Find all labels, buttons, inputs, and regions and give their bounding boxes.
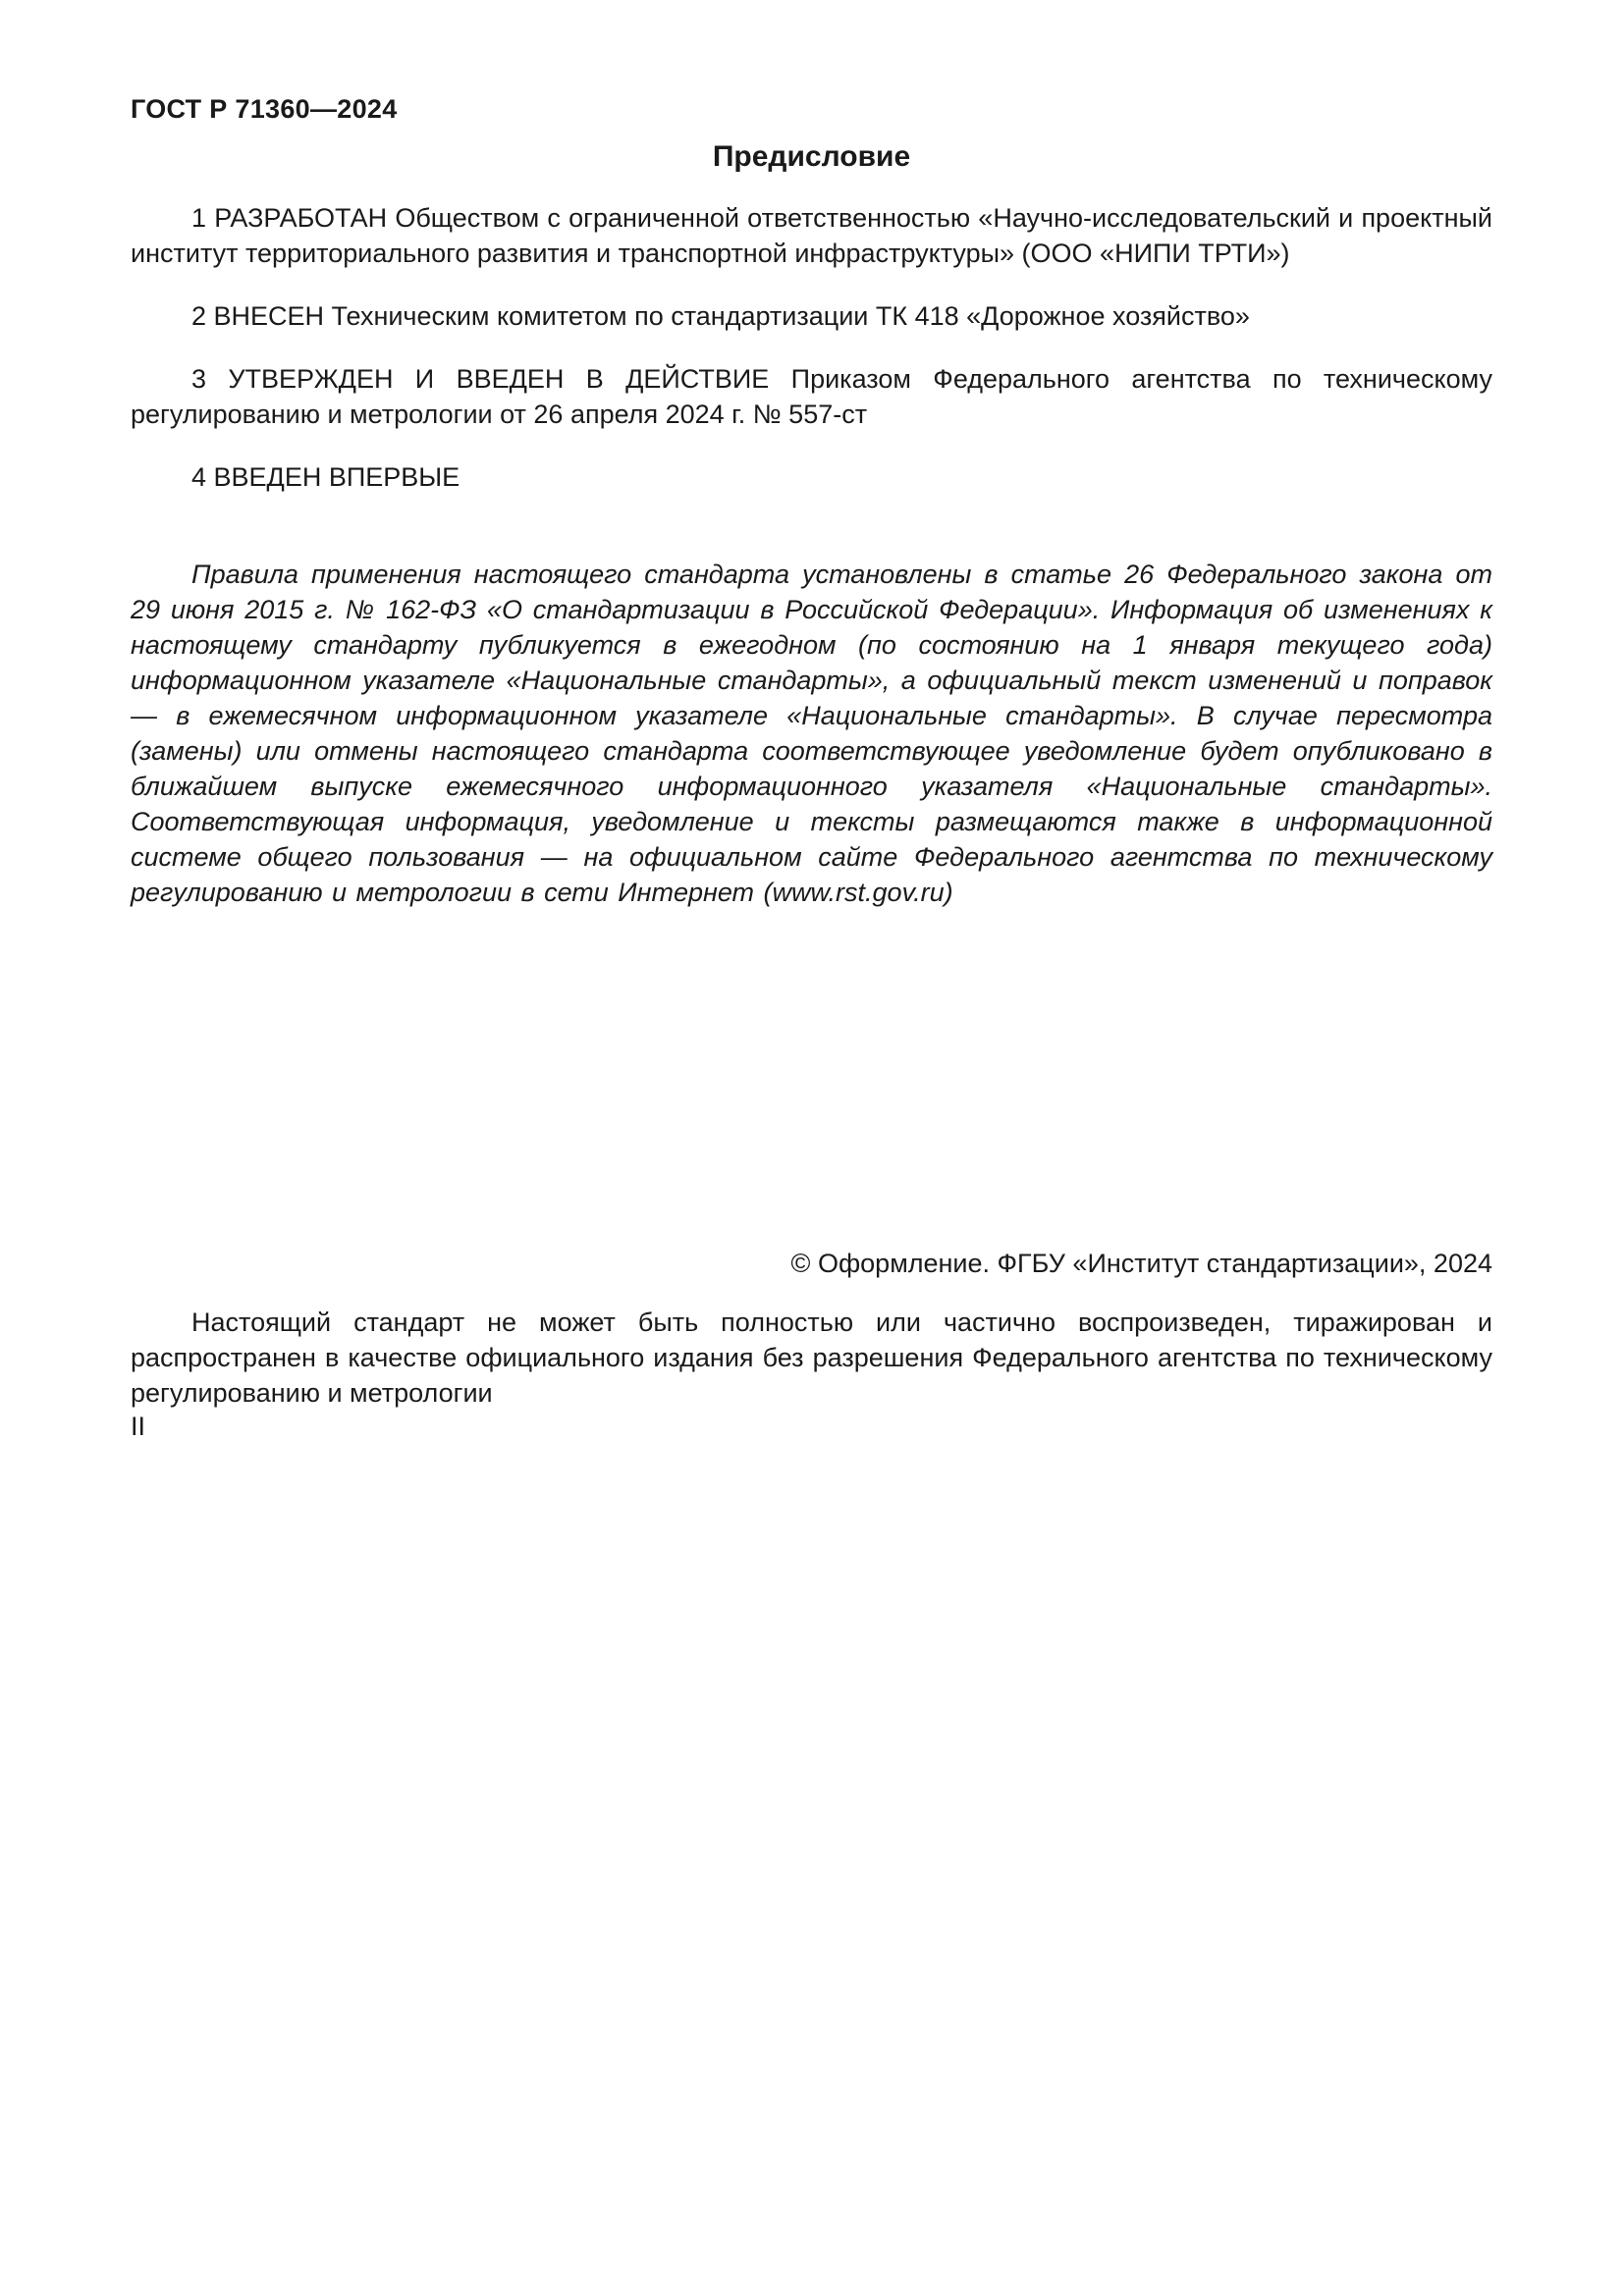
copyright-line: © Оформление. ФГБУ «Институт стандартизации», 2024 <box>790 1249 1492 1278</box>
page-number: II <box>131 1412 146 1441</box>
foreword-item-developed: 1 РАЗРАБОТАН Обществом с ограниченной ответственностью «Научно-исследовательский и проектный институт территориального развития и транспортной инфраструктуры» (ООО «НИПИ ТРТИ») <box>131 203 1492 268</box>
foreword-item-submitted: 2 ВНЕСЕН Техническим комитетом по стандартизации ТК 418 «Дорожное хозяйство» <box>191 300 1250 331</box>
standard-designation: ГОСТ Р 71360—2024 <box>131 94 398 124</box>
page-title: Предисловие <box>712 140 911 173</box>
legal-application-note: Правила применения настоящего стандарта установлены в статье 26 Федерального закона от 29 июня 2015 г. № 162-ФЗ «О стандартизации в Российской Федерации». Информация об изменениях к настоящему стандарту публикуется в ежегодном (по состоянию на 1 января текущего года) информационном указателе «Национальные стандарты», а официальный текст изменений и поправок — в ежемесячном информационном указателе «Национальные стандарты». В случае пересмотра (замены) или отмены настоящего стандарта соответствующее уведомление будет опубликовано в ближайшем выпуске ежемесячного информационного указателя «Национальные стандарты». Соответствующая информация, уведомление и тексты размещаются также в информационной системе общего пользования — на официальном сайте Федерального агентства по техническому регулированию и метрологии в сети Интернет (www.rst.gov.ru) <box>131 560 1492 907</box>
foreword-section <box>131 94 1492 938</box>
foreword-item-approved: 3 УТВЕРЖДЕН И ВВЕДЕН В ДЕЙСТВИЕ Приказом Федерального агентства по техническому регулированию и метрологии от 26 апреля 2024 г. № 557-ст <box>131 363 1492 429</box>
foreword-item-first-edition: 4 ВВЕДЕН ВПЕРВЫЕ <box>191 461 460 492</box>
reproduction-restriction: Настоящий стандарт не может быть полностью или частично воспроизведен, тиражирован и распространен в качестве официального издания без разрешения Федерального агентства по техническому регулированию и метрологии <box>131 1308 1492 1408</box>
